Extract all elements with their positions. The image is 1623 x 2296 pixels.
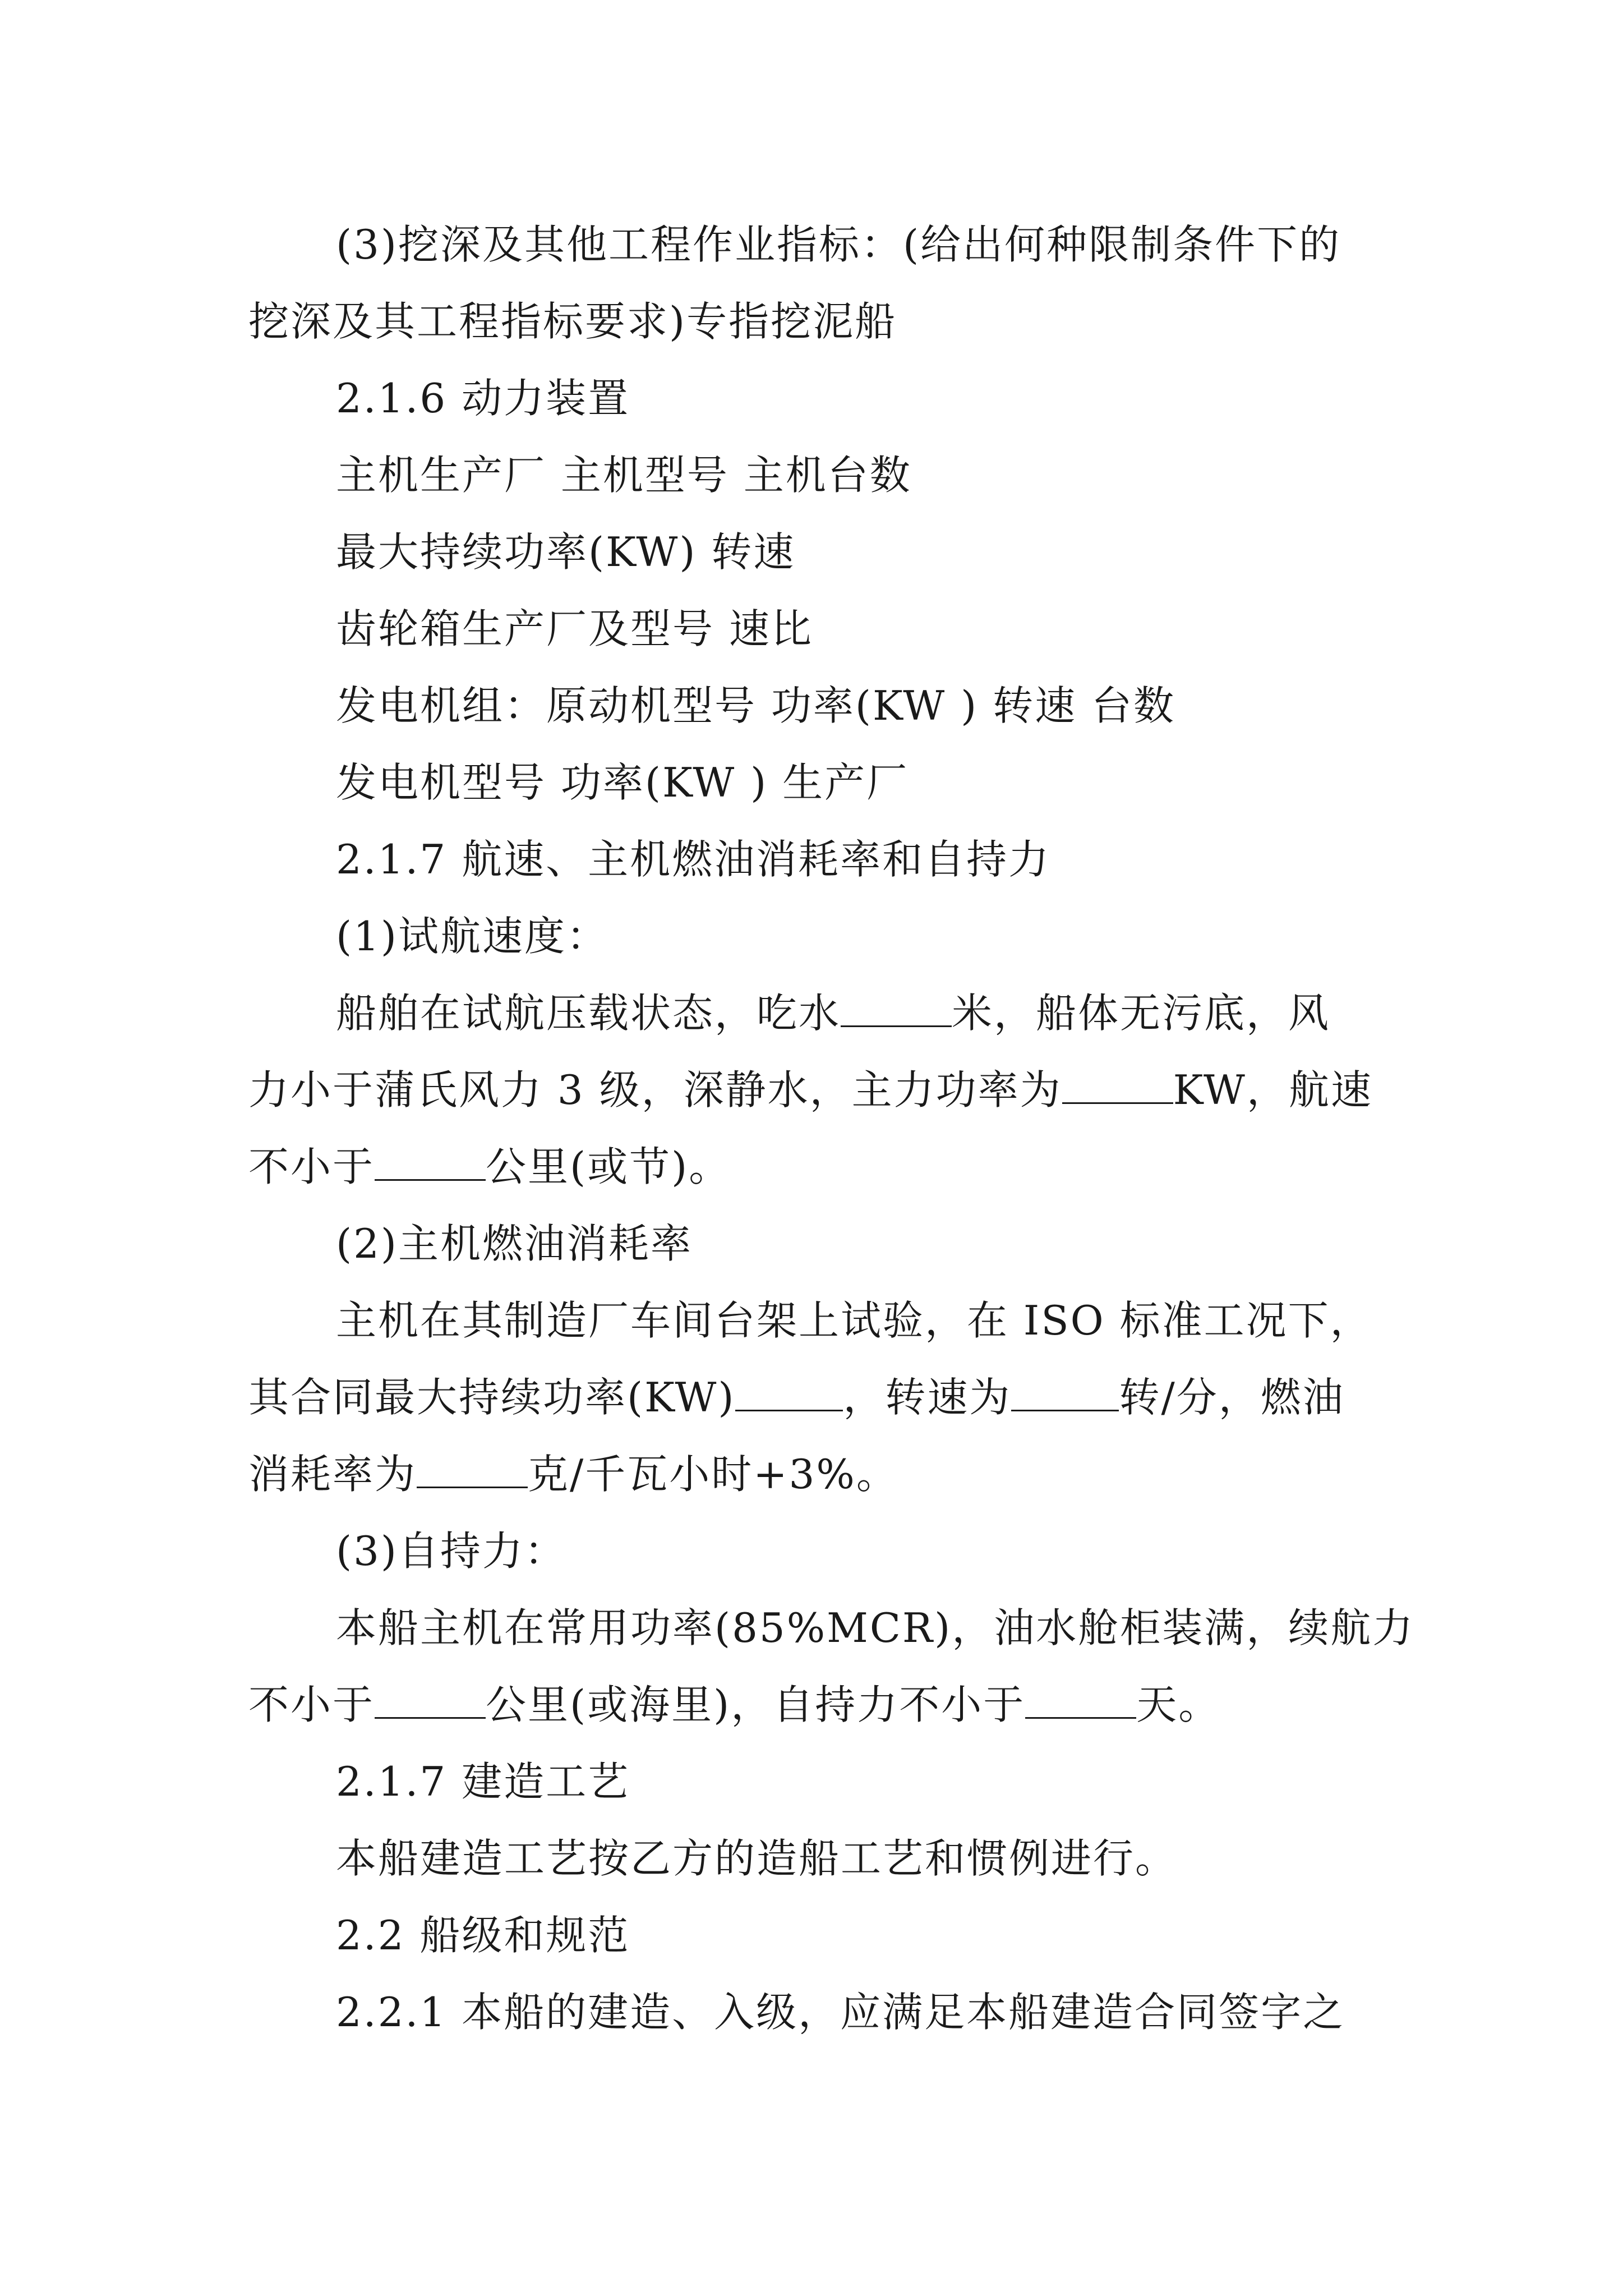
text-segment: 挖深及其工程指标要求)专指挖泥船: [248, 298, 897, 345]
text-line: [248, 283, 1387, 360]
text-segment: 本船主机在常用功率(85%MCR)，油水舱柜装满，续航力: [336, 1604, 1415, 1651]
text-segment: 2.1.7 建造工艺: [336, 1758, 630, 1805]
text-segment: 主机生产厂 主机型号 主机台数: [336, 452, 912, 499]
text-segment: (1)试航速度：: [336, 913, 608, 960]
text-line: [248, 1129, 1387, 1205]
text-line: [248, 1513, 1387, 1590]
fill-in-blank: [417, 1453, 528, 1488]
text-line: [248, 360, 1387, 437]
text-segment: 转/分，燃油: [1119, 1374, 1345, 1421]
text-segment: 2.2.1 本船的建造、入级，应满足本船建造合同签字之: [336, 1989, 1345, 2036]
text-segment: KW，航速: [1173, 1066, 1373, 1114]
text-segment: (2)主机燃油消耗率: [336, 1220, 693, 1267]
document-body: [248, 206, 1415, 2051]
text-segment: 克/千瓦小时+3%。: [528, 1451, 898, 1498]
fill-in-blank: [1011, 1376, 1119, 1411]
fill-in-blank: [735, 1376, 843, 1411]
text-segment: 力小于蒲氏风力 3 级，深静水，主力功率为: [248, 1066, 1062, 1114]
text-segment: 本船建造工艺按乙方的造船工艺和惯例进行。: [336, 1835, 1178, 1882]
text-line: [248, 1820, 1387, 1897]
text-segment: (3)自持力：: [336, 1527, 566, 1575]
text-line: [248, 1205, 1387, 1282]
text-line: [248, 668, 1387, 744]
text-segment: 天。: [1136, 1681, 1221, 1728]
text-line: [248, 1897, 1387, 1974]
text-line: [248, 1590, 1415, 1667]
text-segment: 消耗率为: [248, 1451, 417, 1498]
text-segment: 船舶在试航压载状态，吃水: [336, 990, 841, 1037]
text-line: [248, 1667, 1387, 1743]
text-line: [248, 591, 1387, 668]
text-segment: (3)挖深及其他工程作业指标：(给出何种限制条件下的: [336, 221, 1341, 268]
text-segment: 2.1.7 航速、主机燃油消耗率和自持力: [336, 836, 1051, 883]
text-line: [248, 1052, 1387, 1129]
text-segment: 不小于: [248, 1143, 375, 1190]
text-line: [248, 1359, 1387, 1436]
text-line: [248, 1743, 1387, 1820]
text-segment: 发电机组：原动机型号 功率(KW ) 转速 台数: [336, 682, 1175, 729]
text-segment: 公里(或节)。: [486, 1143, 731, 1190]
text-line: [248, 1282, 1387, 1359]
text-segment: 2.1.6 动力装置: [336, 375, 630, 422]
text-line: [248, 514, 1387, 591]
fill-in-blank: [1062, 1069, 1173, 1104]
text-line: [248, 744, 1387, 821]
fill-in-blank: [375, 1683, 486, 1719]
text-segment: 米，船体无污底，风: [952, 990, 1331, 1037]
text-line: [248, 821, 1387, 898]
text-line: [248, 437, 1387, 514]
text-line: [248, 898, 1387, 975]
text-segment: 其合同最大持续功率(KW): [248, 1374, 736, 1421]
fill-in-blank: [1025, 1683, 1136, 1719]
fill-in-blank: [375, 1145, 486, 1181]
text-segment: 不小于: [248, 1681, 375, 1728]
text-line: [248, 975, 1387, 1052]
text-line: [248, 206, 1387, 283]
text-segment: 发电机型号 功率(KW ) 生产厂: [336, 759, 909, 806]
text-segment: 齿轮箱生产厂及型号 速比: [336, 605, 813, 652]
text-segment: 公里(或海里)，自持力不小于: [486, 1681, 1026, 1728]
text-segment: ，转速为: [843, 1374, 1012, 1421]
text-line: [248, 1974, 1387, 2051]
fill-in-blank: [841, 992, 952, 1027]
text-segment: 最大持续功率(KW) 转速: [336, 528, 796, 576]
text-line: [248, 1436, 1387, 1513]
text-segment: 主机在其制造厂车间台架上试验，在 ISO 标准工况下，: [336, 1297, 1372, 1344]
text-segment: 2.2 船级和规范: [336, 1912, 630, 1959]
